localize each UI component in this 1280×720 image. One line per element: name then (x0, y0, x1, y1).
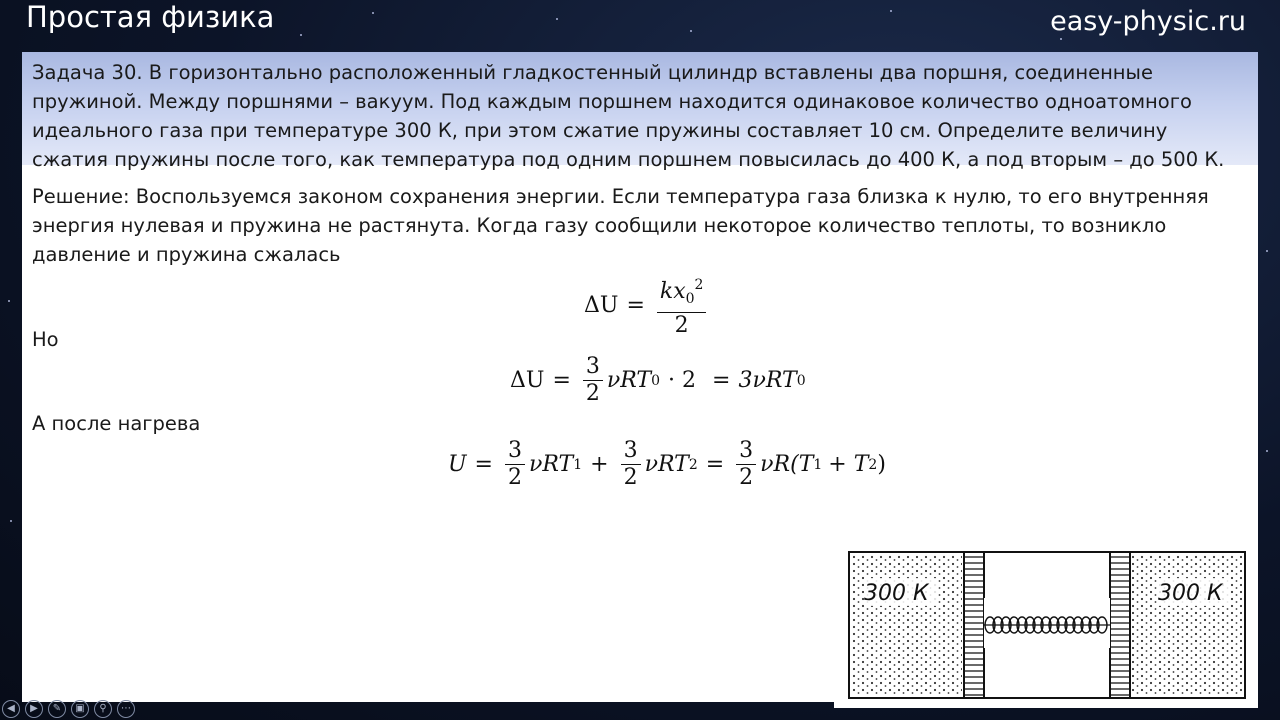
right-piston (1110, 552, 1130, 698)
equation-energy-spring: ΔU = $\frac{kx_0^2}{2}$ (584, 272, 710, 339)
right-temperature-label: 300 К (1158, 581, 1223, 606)
slides-icon[interactable]: ▣ (71, 700, 89, 718)
zoom-icon[interactable]: ⚲ (94, 700, 112, 718)
slideshow-controls (2, 700, 135, 718)
label-but: Но (32, 328, 59, 351)
task-statement: Задача 30. В горизонтально расположенный гладкостенный цилиндр вставлены два поршня, соединенные пружиной. Между поршнями – вакуум. Под каждым поршнем находится одинаковое количество одноатомного идеального газа при температуре 300 К, при этом сжатие пружины составляет 10 см. Определите величину сжатия пружины после того, как температура под одним поршнем повысилась до 400 К, а под вторым – до 500 К. (22, 52, 1258, 165)
cylinder-drawing (834, 548, 1258, 708)
left-temperature-label: 300 К (864, 581, 929, 606)
cylinder-diagram (834, 548, 1258, 708)
brand-title: Простая физика (26, 0, 275, 34)
label-after-heating: А после нагрева (32, 412, 201, 435)
site-url: easy-physic.ru (1050, 6, 1246, 37)
prev-slide-icon[interactable]: ◀ (2, 700, 20, 718)
equation-final-energy: U = $\frac{3}{2}$ νRT 1 + $\frac{3}{2}$ νRT 2 = $\frac{3}{2}$ νR(T 1 + T 2 ) (448, 438, 886, 490)
left-piston (964, 552, 984, 698)
more-icon[interactable]: ⋯ (117, 700, 135, 718)
equation-initial-energy: ΔU = $\frac{3}{2}$ νRT 0 · 2 = 3νRT 0 (510, 354, 806, 406)
solution-intro: Решение: Воспользуемся законом сохранения энергии. Если температура газа близка к нулю, то его внутренняя энергия нулевая и пружина не растянута. Когда газу сообщили некоторое количество теплоты, то возникло давление и пружина сжалась (32, 185, 1209, 266)
next-slide-icon[interactable]: ▶ (25, 700, 43, 718)
pen-icon[interactable]: ✎ (48, 700, 66, 718)
